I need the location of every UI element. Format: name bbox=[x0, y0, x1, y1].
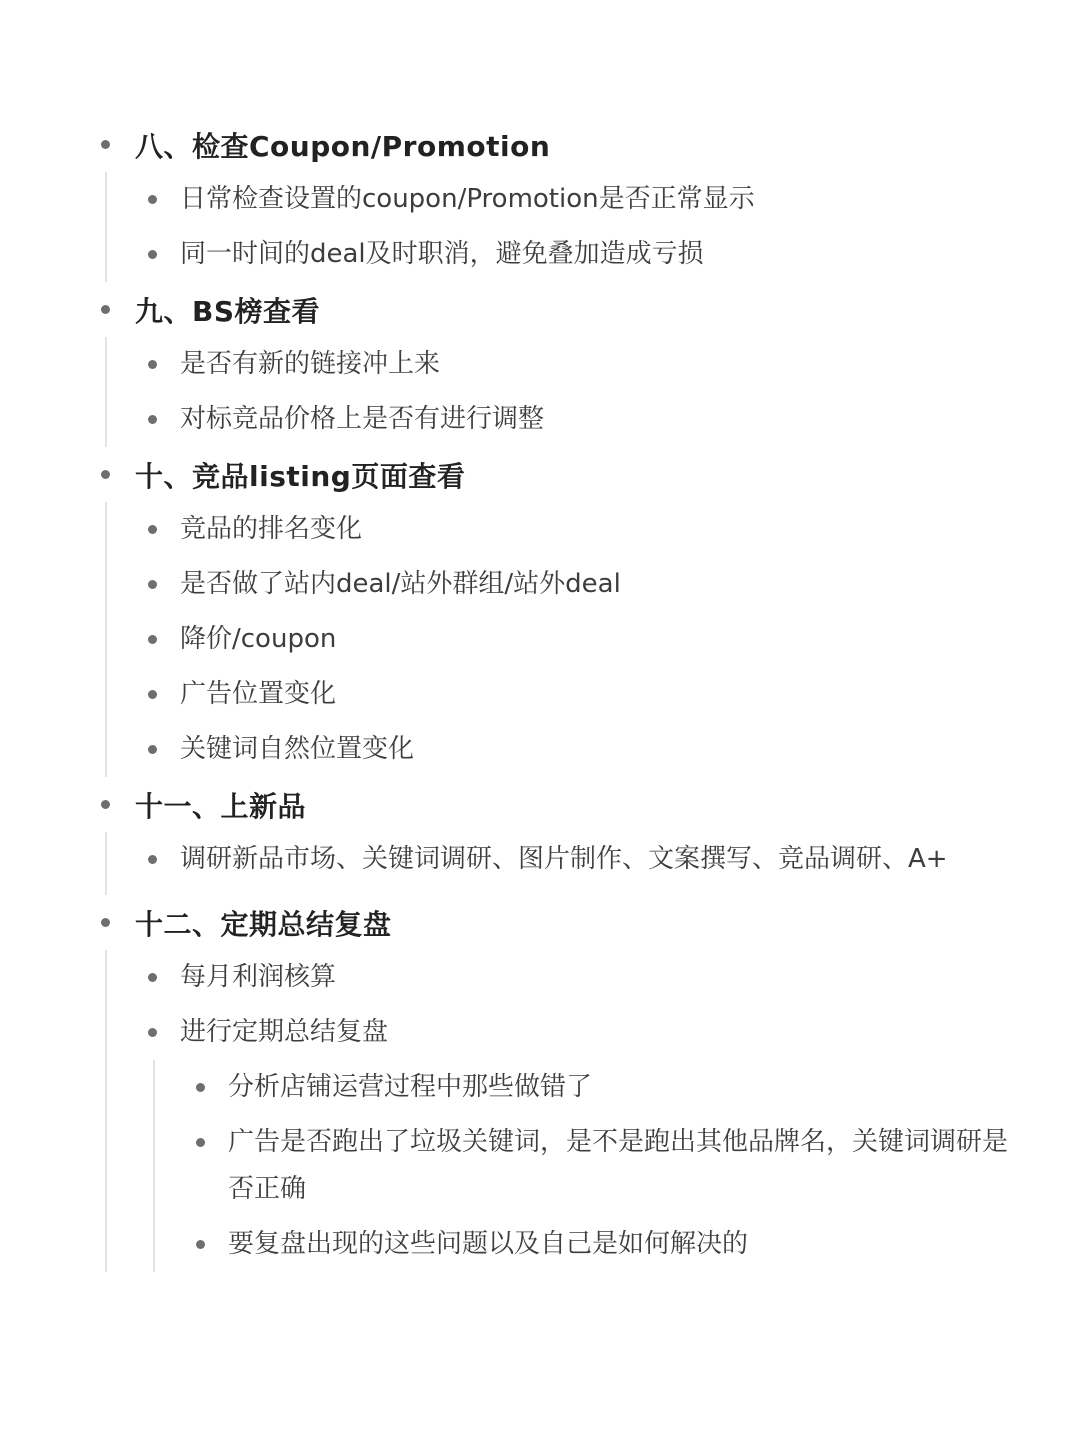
bullet-icon[interactable] bbox=[148, 415, 157, 424]
section-heading[interactable] bbox=[96, 777, 1016, 832]
list-item[interactable] bbox=[192, 1115, 1016, 1217]
bullet-icon[interactable] bbox=[148, 195, 157, 204]
section-children bbox=[105, 832, 1016, 895]
list-item-text: 要复盘出现的这些问题以及自己是如何解决的 bbox=[228, 1229, 749, 1259]
bullet-icon[interactable] bbox=[148, 1028, 157, 1037]
section-9 bbox=[96, 282, 1016, 447]
bullet-icon[interactable] bbox=[148, 250, 157, 259]
list-item[interactable] bbox=[144, 227, 1016, 282]
section-title: 八、检查Coupon/Promotion bbox=[135, 129, 551, 163]
section-10 bbox=[96, 447, 1016, 777]
section-children bbox=[105, 502, 1016, 777]
section-12 bbox=[96, 895, 1016, 1272]
list-item[interactable] bbox=[144, 667, 1016, 722]
list-item-text: 分析店铺运营过程中那些做错了 bbox=[228, 1072, 593, 1102]
section-heading[interactable] bbox=[96, 447, 1016, 502]
bullet-icon[interactable] bbox=[101, 800, 110, 809]
list-item-text: 进行定期总结复盘 bbox=[180, 1017, 389, 1047]
list-item[interactable] bbox=[144, 722, 1016, 777]
list-item-text: 是否做了站内deal/站外群组/站外deal bbox=[180, 569, 621, 599]
list-item-text: 对标竞品价格上是否有进行调整 bbox=[180, 404, 545, 434]
list-item-text: 每月利润核算 bbox=[180, 962, 337, 992]
list-item[interactable] bbox=[192, 1060, 1016, 1115]
list-item-text: 同一时间的deal及时职消，避免叠加造成亏损 bbox=[180, 239, 704, 269]
list-item-text: 广告位置变化 bbox=[180, 679, 337, 709]
list-item-text: 是否有新的链接冲上来 bbox=[180, 349, 441, 379]
bullet-icon[interactable] bbox=[148, 525, 157, 534]
list-item-text: 日常检查设置的coupon/Promotion是否正常显示 bbox=[180, 184, 755, 214]
bullet-icon[interactable] bbox=[101, 470, 110, 479]
bullet-icon[interactable] bbox=[101, 305, 110, 314]
bullet-icon[interactable] bbox=[148, 690, 157, 699]
list-item-text: 调研新品市场、关键词调研、图片制作、文案撰写、竞品调研、A+ bbox=[180, 844, 948, 874]
bullet-icon[interactable] bbox=[148, 745, 157, 754]
list-item[interactable] bbox=[144, 612, 1016, 667]
section-children bbox=[105, 337, 1016, 447]
bullet-icon[interactable] bbox=[196, 1240, 205, 1249]
section-children bbox=[105, 172, 1016, 282]
list-item[interactable] bbox=[144, 832, 1016, 895]
bullet-icon[interactable] bbox=[196, 1138, 205, 1147]
bullet-icon[interactable] bbox=[148, 855, 157, 864]
list-item-text: 竞品的排名变化 bbox=[180, 514, 363, 544]
list-item-text: 关键词自然位置变化 bbox=[180, 734, 415, 764]
bullet-icon[interactable] bbox=[148, 580, 157, 589]
bullet-icon[interactable] bbox=[148, 635, 157, 644]
section-heading[interactable] bbox=[96, 117, 1016, 172]
nested-children bbox=[153, 1060, 1016, 1272]
bullet-icon[interactable] bbox=[196, 1083, 205, 1092]
list-item-text: 降价/coupon bbox=[180, 624, 337, 654]
list-item-text: 广告是否跑出了垃圾关键词，是不是跑出其他品牌名，关键词调研是否正确 bbox=[228, 1127, 1009, 1204]
section-children bbox=[105, 950, 1016, 1272]
list-item[interactable] bbox=[144, 337, 1016, 392]
section-title: 十二、定期总结复盘 bbox=[135, 907, 392, 941]
bullet-icon[interactable] bbox=[148, 360, 157, 369]
bullet-icon[interactable] bbox=[101, 918, 110, 927]
section-title: 十一、上新品 bbox=[135, 789, 307, 823]
list-item[interactable] bbox=[144, 950, 1016, 1005]
list-item[interactable] bbox=[192, 1217, 1016, 1272]
section-heading[interactable] bbox=[96, 895, 1016, 950]
bullet-icon[interactable] bbox=[101, 140, 110, 149]
section-8 bbox=[96, 117, 1016, 282]
list-item[interactable] bbox=[144, 392, 1016, 447]
list-item[interactable] bbox=[144, 1005, 1016, 1060]
section-title: 九、BS榜查看 bbox=[135, 294, 321, 328]
bullet-icon[interactable] bbox=[148, 973, 157, 982]
section-heading[interactable] bbox=[96, 282, 1016, 337]
list-item[interactable] bbox=[144, 172, 1016, 227]
section-title: 十、竞品listing页面查看 bbox=[135, 459, 466, 493]
list-item[interactable] bbox=[144, 502, 1016, 557]
outline-list bbox=[96, 117, 1016, 1272]
list-item[interactable] bbox=[144, 557, 1016, 612]
section-11 bbox=[96, 777, 1016, 895]
